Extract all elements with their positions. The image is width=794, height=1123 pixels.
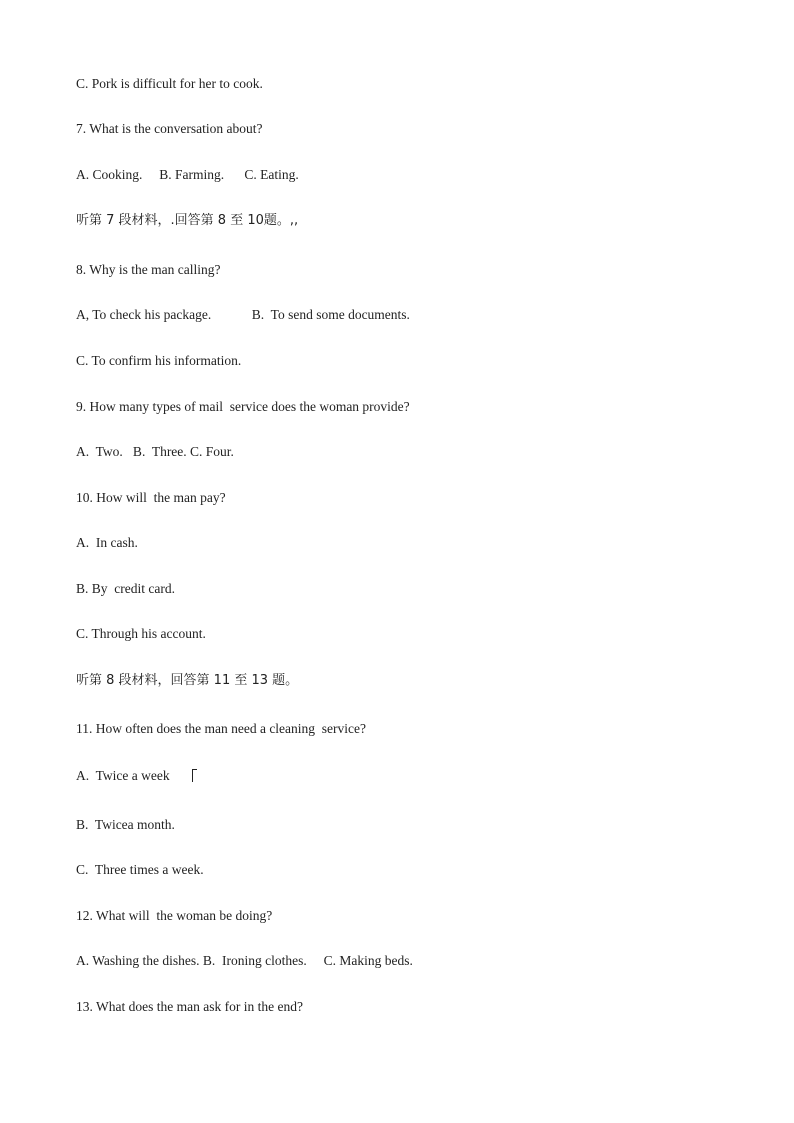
q11-question: 11. How often does the man need a cleaning service? [76, 721, 367, 736]
q10-option-a: A. In cash. [76, 535, 138, 550]
q12-options: A. Washing the dishes. B. Ironing clothes. C. Making beds. [76, 953, 413, 968]
q8-option-c: C. To confirm his information. [76, 353, 242, 368]
q8-options-ab: A, To check his package. B. To send some documents. [76, 307, 410, 322]
q9-question: 9. How many types of mail service does the woman provide? [76, 399, 410, 414]
q12-question: 12. What will the woman be doing? [76, 908, 273, 923]
q11-option-b: B. Twicea month. [76, 817, 175, 832]
q10-option-b: B. By credit card. [76, 581, 175, 596]
q13-question: 13. What does the man ask for in the end? [76, 999, 303, 1014]
q11-option-a: A. Twice a week [76, 768, 170, 783]
q8-question: 8. Why is the man calling? [76, 262, 221, 277]
q10-option-c: C. Through his account. [76, 626, 206, 641]
bracket-mark [192, 769, 197, 782]
q6-option-c: C. Pork is difficult for her to cook. [76, 76, 263, 91]
section-8-instruction: 听第 8 段材料，回答第 11 至 13 题。 [76, 673, 299, 688]
q7-options: A. Cooking. B. Farming. C. Eating. [76, 167, 299, 182]
section-7-instruction: 听第 7 段材料，.回答第 8 至 10题。,, [76, 213, 299, 228]
q9-options: A. Two. B. Three. C. Four. [76, 444, 234, 459]
q11-option-c: C. Three times a week. [76, 862, 204, 877]
q10-question: 10. How will the man pay? [76, 490, 226, 505]
q7-question: 7. What is the conversation about? [76, 121, 263, 136]
